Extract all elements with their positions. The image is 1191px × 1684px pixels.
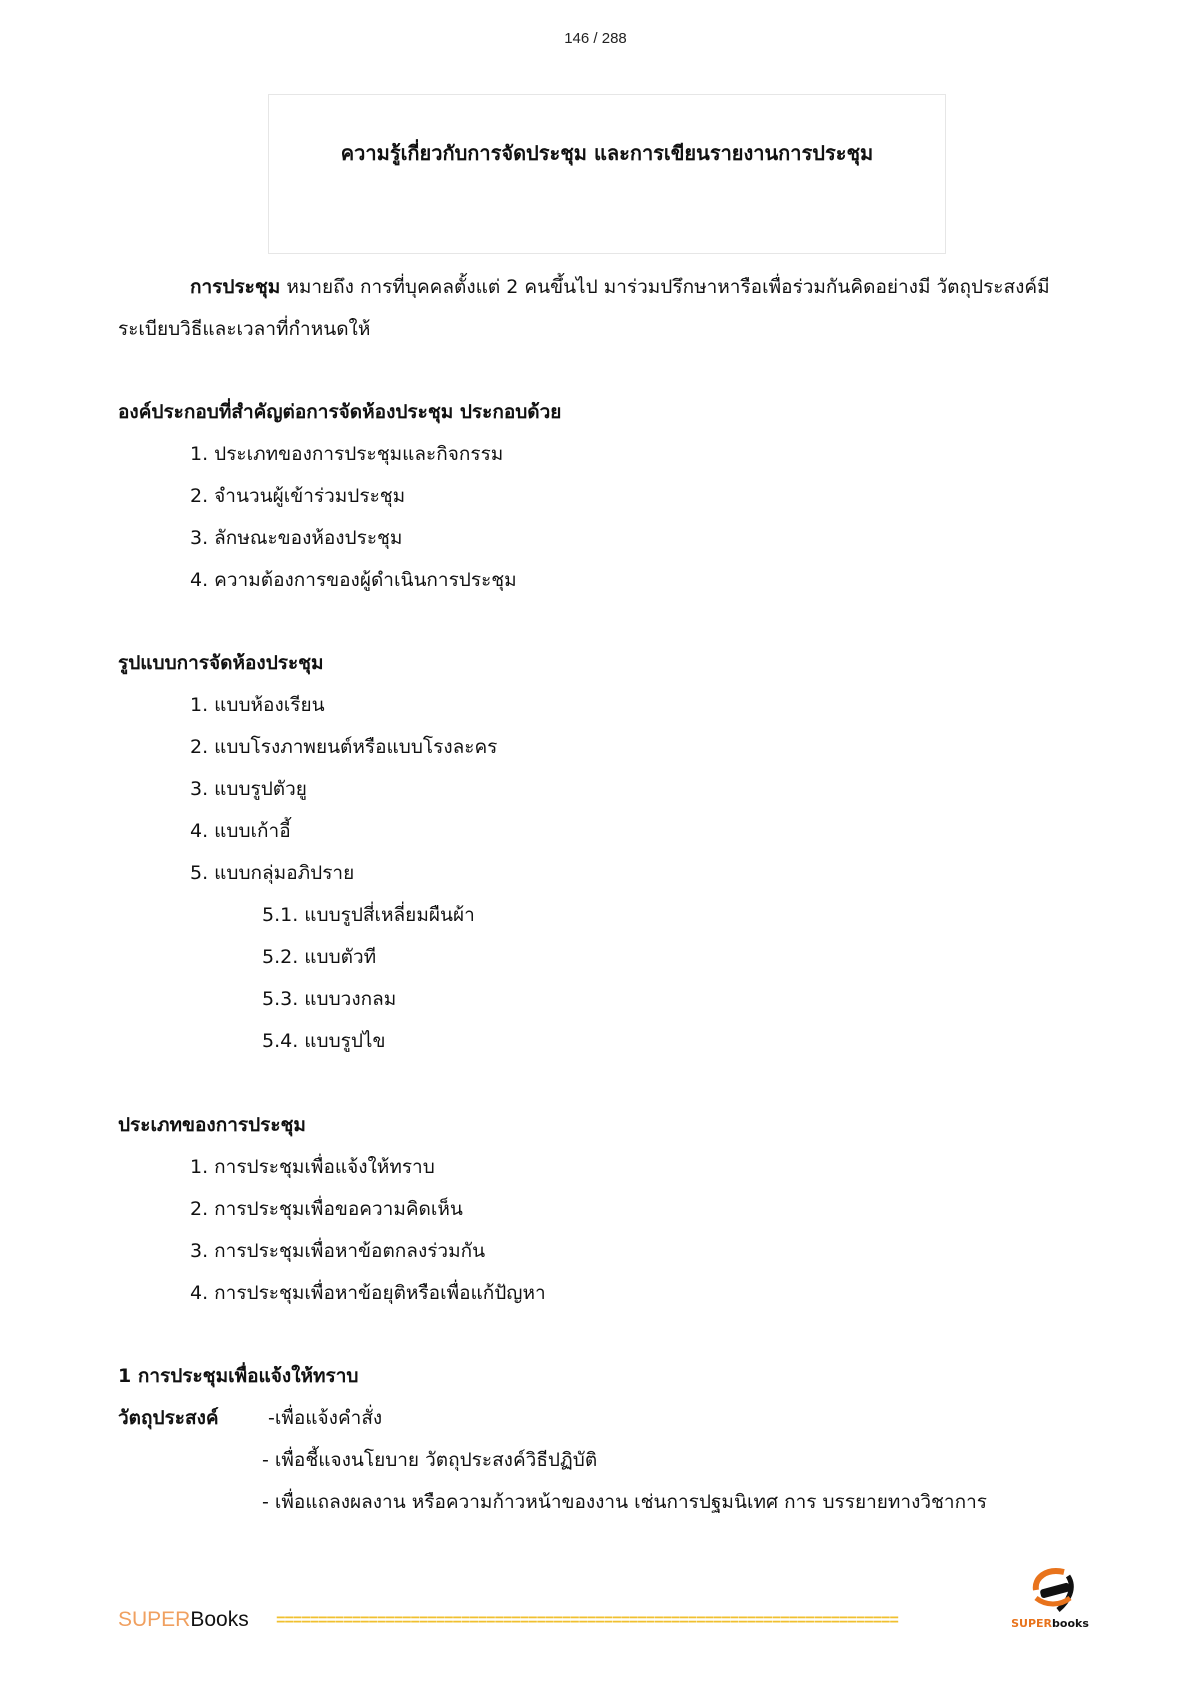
list-item: 1. แบบห้องเรียน [190, 694, 325, 716]
list-item: 3. แบบรูปตัวยู [190, 778, 307, 800]
objective-label: วัตถุประสงค์ [118, 1407, 219, 1429]
objective-item: - เพื่อแถลงผลงาน หรือความก้าวหน้าของงาน เช่นการปฐมนิเทศ การ บรรยายทางวิชาการ [262, 1491, 987, 1513]
title-box [268, 94, 946, 254]
definition-line-2: ระเบียบวิธีและเวลาที่กำหนดให้ [118, 318, 371, 340]
list-item: 3. การประชุมเพื่อหาข้อตกลงร่วมกัน [190, 1240, 486, 1262]
definition-line-1 [190, 274, 1050, 300]
footer-rule: ========================================================================== [276, 1612, 898, 1630]
list-item: 1. การประชุมเพื่อแจ้งให้ทราบ [190, 1156, 435, 1178]
definition-term: การประชุม [190, 276, 281, 298]
section-heading-inform-meeting: 1 การประชุมเพื่อแจ้งให้ทราบ [118, 1365, 359, 1387]
section-heading-meeting-types: ประเภทของการประชุม [118, 1114, 306, 1136]
swirl-icon [1006, 1568, 1094, 1616]
list-item: 5. แบบกลุ่มอภิปราย [190, 862, 355, 884]
objective-item: -เพื่อแจ้งคำสั่ง [268, 1407, 383, 1429]
list-item: 1. ประเภทของการประชุมและกิจกรรม [190, 443, 504, 465]
list-item: 3. ลักษณะของห้องประชุม [190, 527, 403, 549]
objective-item: - เพื่อชี้แจงนโยบาย วัตถุประสงค์วิธีปฏิบัติ [262, 1449, 598, 1471]
section-heading-components: องค์ประกอบที่สำคัญต่อการจัดห้องประชุม ประกอบด้วย [118, 401, 562, 423]
page-indicator: 146 / 288 [564, 30, 627, 47]
list-item: 2. การประชุมเพื่อขอความคิดเห็น [190, 1198, 463, 1220]
list-item: 4. การประชุมเพื่อหาข้อยุติหรือเพื่อแก้ปัญหา [190, 1282, 546, 1304]
footer-brand-super: SUPER [118, 1608, 191, 1631]
sub-list-item: 5.3. แบบวงกลม [262, 988, 397, 1010]
list-item: 2. จำนวนผู้เข้าร่วมประชุม [190, 485, 406, 507]
logo-wordmark [1006, 1617, 1094, 1630]
sub-list-item: 5.2. แบบตัวที [262, 946, 377, 968]
logo-super: SUPER [1011, 1617, 1053, 1630]
definition-text: หมายถึง การที่บุคคลตั้งแต่ 2 คนขึ้นไป มาร่วมปรึกษาหารือเพื่อร่วมกันคิดอย่างมี วัตถุประสงค์มี [280, 276, 1050, 298]
sub-list-item: 5.1. แบบรูปสี่เหลี่ยมผืนผ้า [262, 904, 475, 926]
sub-list-item: 5.4. แบบรูปไข [262, 1030, 386, 1052]
footer-brand-books: Books [190, 1608, 249, 1631]
list-item: 4. แบบเก้าอี้ [190, 820, 291, 842]
footer-brand [118, 1608, 249, 1632]
superbooks-logo-icon [1006, 1568, 1094, 1630]
section-heading-room-layouts: รูปแบบการจัดห้องประชุม [118, 652, 324, 674]
document-title: ความรู้เกี่ยวกับการจัดประชุม และการเขียนรายงานการประชุม [340, 141, 874, 165]
list-item: 2. แบบโรงภาพยนต์หรือแบบโรงละคร [190, 736, 498, 758]
list-item: 4. ความต้องการของผู้ดำเนินการประชุม [190, 569, 517, 591]
logo-books: books [1052, 1617, 1089, 1630]
